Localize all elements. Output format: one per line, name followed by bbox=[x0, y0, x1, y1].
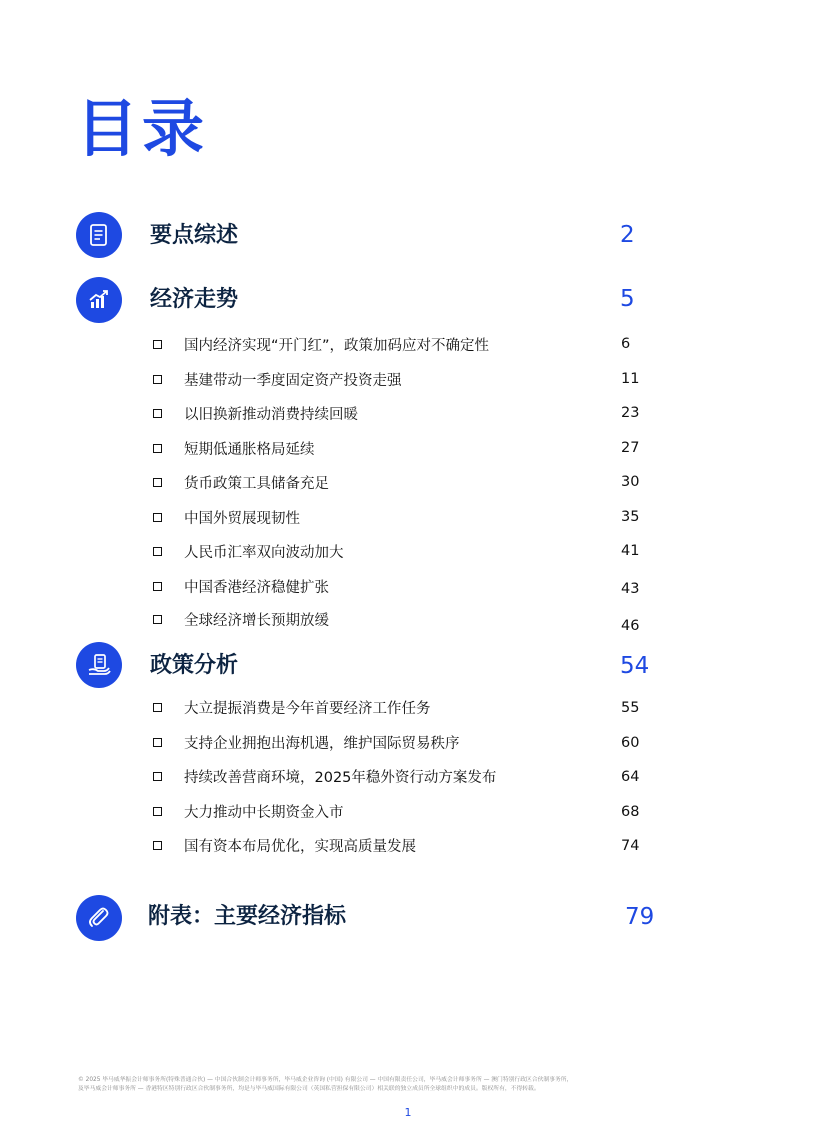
toc-item[interactable]: 货币政策工具储备充足 bbox=[150, 472, 329, 492]
toc-item[interactable]: 支持企业拥抱出海机遇，维护国际贸易秩序 bbox=[150, 732, 460, 752]
section-page-summary: 2 bbox=[620, 222, 635, 248]
toc-item[interactable]: 人民币汇率双向波动加大 bbox=[150, 541, 344, 561]
checkbox-bullet-icon bbox=[153, 478, 162, 487]
toc-item-page: 46 bbox=[621, 618, 640, 634]
checkbox-bullet-icon bbox=[153, 841, 162, 850]
toc-item-page: 64 bbox=[621, 769, 640, 785]
section-title-policy[interactable]: 政策分析 bbox=[150, 653, 239, 678]
toc-item[interactable]: 全球经济增长预期放缓 bbox=[150, 609, 329, 629]
policy-hand-icon bbox=[76, 642, 122, 688]
toc-item[interactable]: 国内经济实现“开门红”，政策加码应对不确定性 bbox=[150, 334, 489, 354]
footer-line: 及毕马威会计师事务所 — 香港特区特别行政区合伙制事务所，均是与毕马威国际有限公司（英国私营担保有限公司）相关联的独立成员所全球组织中的成员。版权所有，不得转载。 bbox=[78, 1086, 540, 1092]
footer-line: © 2025 毕马威华振会计师事务所(特殊普通合伙) — 中国合伙制会计师事务所，毕马威企业咨询 (中国) 有限公司 — 中国有限责任公司，毕马威会计师事务所 — 澳门特别行政区合伙制事务所， bbox=[78, 1077, 573, 1083]
checkbox-bullet-icon bbox=[153, 772, 162, 781]
toc-item[interactable]: 国有资本布局优化，实现高质量发展 bbox=[150, 835, 416, 855]
toc-item[interactable]: 以旧换新推动消费持续回暖 bbox=[150, 403, 358, 423]
checkbox-bullet-icon bbox=[153, 340, 162, 349]
toc-item-page: 55 bbox=[621, 700, 640, 716]
toc-item-page: 23 bbox=[621, 405, 640, 421]
toc-item-page: 27 bbox=[621, 440, 640, 456]
toc-item-page: 11 bbox=[621, 371, 640, 387]
checkbox-bullet-icon bbox=[153, 444, 162, 453]
checkbox-bullet-icon bbox=[153, 703, 162, 712]
page-number: 1 bbox=[404, 1106, 412, 1119]
section-title-appendix[interactable]: 附表：主要经济指标 bbox=[148, 904, 347, 929]
toc-item-page: 35 bbox=[621, 509, 640, 525]
toc-item[interactable]: 中国香港经济稳健扩张 bbox=[150, 576, 329, 596]
checkbox-bullet-icon bbox=[153, 807, 162, 816]
checkbox-bullet-icon bbox=[153, 409, 162, 418]
section-page-policy: 54 bbox=[620, 653, 650, 679]
toc-item[interactable]: 大立提振消费是今年首要经济工作任务 bbox=[150, 697, 431, 717]
paperclip-icon bbox=[76, 895, 122, 941]
toc-item-page: 68 bbox=[621, 804, 640, 820]
toc-item-page: 74 bbox=[621, 838, 640, 854]
toc-item-page: 30 bbox=[621, 474, 640, 490]
document-icon bbox=[76, 212, 122, 258]
section-title-summary[interactable]: 要点综述 bbox=[150, 223, 239, 248]
toc-item-page: 6 bbox=[621, 336, 631, 352]
toc-item[interactable]: 短期低通胀格局延续 bbox=[150, 438, 315, 458]
section-title-economy[interactable]: 经济走势 bbox=[150, 287, 239, 312]
toc-item-page: 43 bbox=[621, 581, 640, 597]
section-page-appendix: 79 bbox=[625, 904, 655, 930]
section-page-economy: 5 bbox=[620, 286, 635, 312]
toc-item[interactable]: 持续改善营商环境，2025年稳外资行动方案发布 bbox=[150, 766, 496, 786]
toc-item[interactable]: 大力推动中长期资金入市 bbox=[150, 801, 344, 821]
checkbox-bullet-icon bbox=[153, 582, 162, 591]
checkbox-bullet-icon bbox=[153, 738, 162, 747]
checkbox-bullet-icon bbox=[153, 547, 162, 556]
toc-item-page: 60 bbox=[621, 735, 640, 751]
checkbox-bullet-icon bbox=[153, 375, 162, 384]
checkbox-bullet-icon bbox=[153, 615, 162, 624]
toc-item[interactable]: 中国外贸展现韧性 bbox=[150, 507, 300, 527]
toc-item[interactable]: 基建带动一季度固定资产投资走强 bbox=[150, 369, 402, 389]
copyright-footer bbox=[78, 1076, 748, 1094]
growth-chart-icon bbox=[76, 277, 122, 323]
toc-item-page: 41 bbox=[621, 543, 640, 559]
checkbox-bullet-icon bbox=[153, 513, 162, 522]
page-title: 目录 bbox=[76, 92, 209, 165]
